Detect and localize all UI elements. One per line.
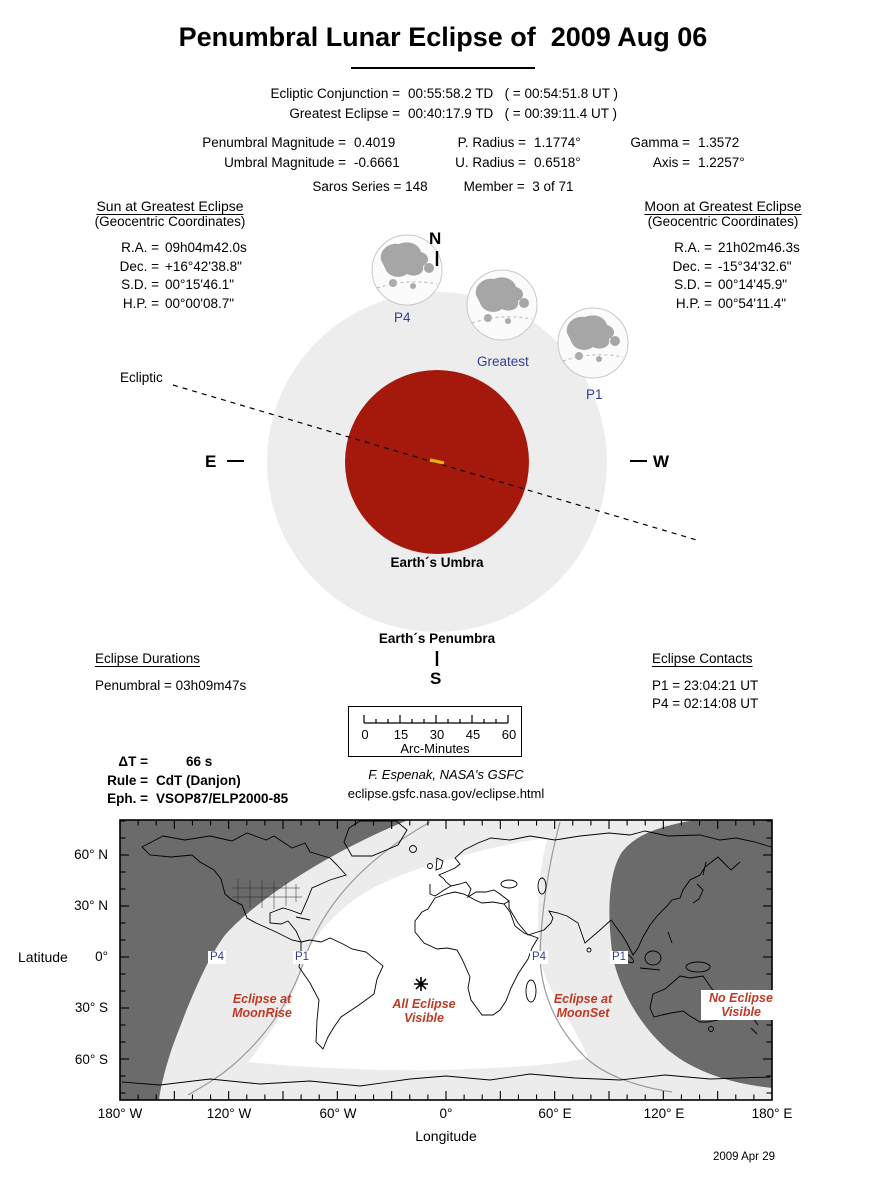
greatest-label: Greatest [477,354,529,369]
moon-ra-label: R.A. = [674,240,712,255]
lon-60e: 60° E [538,1106,572,1121]
moon-subheading: (Geocentric Coordinates) [647,214,799,229]
gamma-value: 1.3572 [698,135,740,150]
u-radius-value: 0.6518° [534,155,581,170]
date-stamp: 2009 Apr 29 [712,1151,775,1163]
scale-tick-45: 45 [465,727,481,742]
moon-dec-value: -15°34'32.6" [718,258,792,274]
east-label: E [205,452,217,471]
sun-dec-value: +16°42'38.8" [165,258,242,274]
lon-180e: 180° E [751,1106,793,1121]
umbral-magnitude-value: -0.6661 [354,155,400,170]
contacts-heading: Eclipse Contacts [652,651,753,666]
umbra-label: Earth´s Umbra [390,555,484,570]
sun-sd-value: 00°15'46.1" [165,277,235,292]
sun-ra-value: 09h04m42.0s [165,240,247,255]
delta-t-label: ΔT = [118,754,148,769]
region-moonset-line1: Eclipse at [553,992,613,1006]
lon-120e: 120° E [643,1106,685,1121]
west-label: W [653,452,670,471]
p-radius-value: 1.1774° [534,135,581,150]
sun-ra-label: R.A. = [121,240,159,255]
lon-0: 0° [439,1106,453,1121]
region-all-eclipse-visible [364,997,484,1025]
arc-minute-scale [348,706,522,757]
lat-60s: 60° S [74,1052,108,1067]
magnitude-block [128,133,400,173]
lat-30n: 30° N [74,898,108,913]
lat-0: 0° [95,949,108,964]
greatest-eclipse-value: 00:40:17.9 TD ( = 00:39:11.4 UT ) [408,106,617,121]
conjunction-label: Ecliptic Conjunction = [270,86,400,101]
sun-subheading: (Geocentric Coordinates) [94,214,246,229]
website-url: eclipse.gsfc.nasa.gov/eclipse.html [347,786,545,801]
scale-tick-30: 30 [429,727,445,742]
rule-label: Rule = [107,772,148,788]
south-label: S [430,669,442,688]
ephemeris-value: VSOP87/ELP2000-85 [156,791,289,806]
moon-at-greatest [467,270,537,340]
sun-heading: Sun at Greatest Eclipse [96,198,244,214]
region-none-line2: Visible [721,1005,761,1019]
saros-member: Member = 3 of 71 [463,179,574,194]
region-all-line1: All Eclipse [392,997,456,1011]
lon-180w: 180° W [97,1106,143,1121]
region-none-line1: No Eclipse [709,991,773,1005]
moon-hp-value: 00°54'11.4" [718,295,787,311]
contact-p1: P1 = 23:04:21 UT [652,678,759,693]
saros-series: Saros Series = 148 [312,179,428,194]
p1-contact-label: P1 [586,387,603,402]
latitude-axis-title: Latitude [18,949,68,965]
durations-heading: Eclipse Durations [95,651,201,666]
scale-tick-60: 60 [501,727,517,742]
scale-tick-0: 0 [361,727,369,742]
contact-p4: P4 = 02:14:08 UT [652,696,759,711]
map-star-marker [414,977,428,991]
sun-hp-value: 00°00'08.7" [165,295,235,311]
map-p4-label-west: P4 [210,951,225,963]
title-underline [351,67,535,69]
eclipse-durations-block [95,650,246,695]
gamma-axis-block [608,133,745,173]
gamma-label: Gamma = [630,135,690,150]
moon-sd-value: 00°14'45.9" [718,277,788,292]
longitude-axis-title: Longitude [415,1128,477,1144]
region-moonset-line2: MoonSet [556,1006,610,1020]
scale-tick-15: 15 [393,727,409,742]
moon-hp-label: H.P. = [675,295,712,311]
penumbral-duration: Penumbral = 03h09m47s [95,678,247,693]
region-moonrise-line2: MoonRise [232,1006,292,1020]
credit-block [300,765,592,803]
map-p1-label-east: P1 [612,951,627,963]
moon-dec-label: Dec. = [672,258,712,274]
u-radius-label: U. Radius = [455,155,526,170]
penumbral-magnitude-label: Penumbral Magnitude = [202,135,346,150]
map-p4-label-east: P4 [532,951,547,963]
author-credit: F. Espenak, NASA's GSFC [368,767,524,782]
rule-value: CdT (Danjon) [156,772,241,788]
ephemeris-label: Eph. = [107,791,148,806]
region-eclipse-at-moonrise [202,992,322,1020]
moon-sd-label: S.D. = [674,277,712,292]
map-p1-label-west: P1 [295,951,310,963]
scale-caption: Arc-Minutes [400,741,470,756]
p4-contact-label: P4 [394,310,411,325]
north-label: N [429,229,442,248]
ecliptic-label: Ecliptic [120,370,163,385]
conjunction-block [150,84,618,124]
sun-dec-label: Dec. = [119,258,159,274]
region-no-eclipse-visible [701,990,781,1020]
axis-label: Axis = [652,155,690,170]
parameters-block [96,753,288,809]
conjunction-value: 00:55:58.2 TD ( = 00:54:51.8 UT ) [408,86,619,101]
moon-coordinates-block [608,198,838,313]
penumbral-magnitude-value: 0.4019 [354,135,396,150]
moon-ra-value: 21h02m46.3s [718,240,800,255]
saros-row [0,179,886,194]
greatest-eclipse-label: Greatest Eclipse = [289,106,400,121]
page-title: Penumbral Lunar Eclipse of 2009 Aug 06 [178,22,708,52]
moon-at-p1 [558,308,628,378]
region-all-line2: Visible [404,1011,444,1025]
radius-block [438,133,581,173]
moon-heading: Moon at Greatest Eclipse [644,198,802,214]
sun-hp-label: H.P. = [122,295,159,311]
penumbra-label: Earth´s Penumbra [378,631,496,646]
axis-value: 1.2257° [698,155,745,170]
lon-60w: 60° W [319,1106,357,1121]
sun-sd-label: S.D. = [121,277,159,292]
region-moonrise-line1: Eclipse at [232,992,292,1006]
delta-t-value: 66 s [186,754,213,769]
lat-30s: 30° S [74,1000,108,1015]
eclipse-contacts-block [652,650,758,713]
p-radius-label: P. Radius = [457,135,526,150]
sun-coordinates-block [55,198,285,313]
umbral-magnitude-label: Umbral Magnitude = [224,155,346,170]
region-eclipse-at-moonset [523,992,643,1020]
lon-120w: 120° W [206,1106,252,1121]
lat-60n: 60° N [74,847,108,862]
